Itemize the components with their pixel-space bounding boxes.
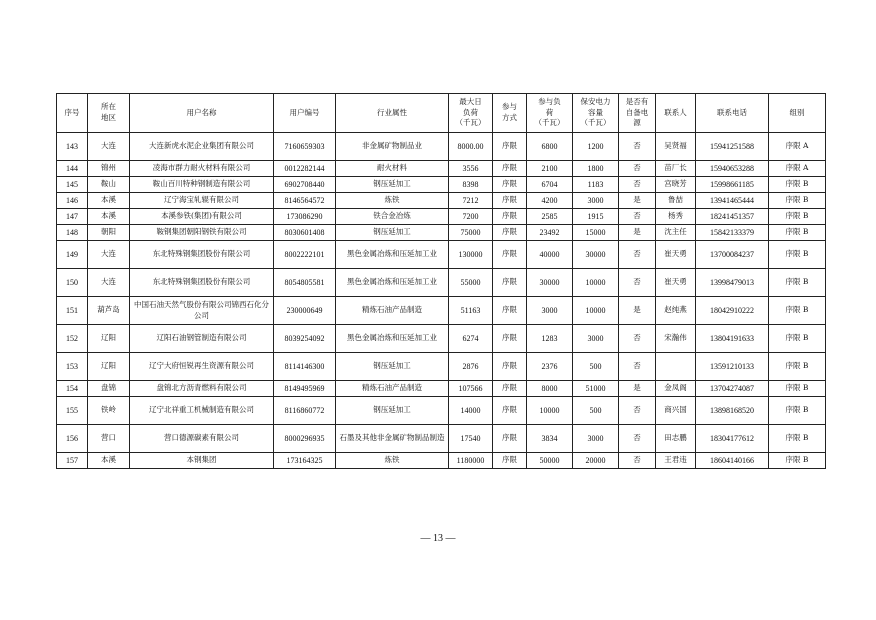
cell-phone: 15998661185: [696, 177, 769, 193]
cell-group: 序限 B: [769, 177, 826, 193]
cell-group: 序限 B: [769, 269, 826, 297]
cell-name: 鞍钢集团朝阳钢铁有限公司: [130, 225, 274, 241]
cell-area: 大连: [88, 133, 130, 161]
cell-self-power: 否: [619, 177, 656, 193]
cell-group: 序限 B: [769, 453, 826, 469]
cell-area: 大连: [88, 269, 130, 297]
header-security-line: 保安电力: [580, 96, 611, 106]
cell-self-power: 是: [619, 225, 656, 241]
cell-self-power: 否: [619, 425, 656, 453]
cell-name: 本溪参铁(集团)有限公司: [130, 209, 274, 225]
cell-mode: 序限: [493, 209, 527, 225]
header-self-power-line: 是否有: [625, 96, 649, 106]
cell-security: 20000: [573, 453, 619, 469]
cell-part-load: 2100: [527, 161, 573, 177]
table-row: [57, 353, 826, 381]
cell-self-power: 否: [619, 209, 656, 225]
cell-name: 东北特殊钢集团股份有限公司: [130, 241, 274, 269]
cell-id: 6902708440: [274, 177, 336, 193]
cell-contact: 王君违: [656, 453, 696, 469]
cell-industry: 耐火材料: [336, 161, 449, 177]
table-row: [57, 209, 826, 225]
cell-self-power: 是: [619, 381, 656, 397]
page-number: — 13 —: [420, 533, 456, 544]
header-id: 用户编号: [274, 94, 336, 133]
cell-security: 1915: [573, 209, 619, 225]
cell-part-load: 30000: [527, 269, 573, 297]
cell-max-load: 17540: [449, 425, 493, 453]
cell-max-load: 7212: [449, 193, 493, 209]
cell-part-load: 3834: [527, 425, 573, 453]
cell-phone: 15940653288: [696, 161, 769, 177]
cell-group: 序限 B: [769, 397, 826, 425]
cell-part-load: 3000: [527, 297, 573, 325]
cell-area: 大连: [88, 241, 130, 269]
cell-max-load: 8398: [449, 177, 493, 193]
cell-contact: 金凤阁: [656, 381, 696, 397]
cell-max-load: 130000: [449, 241, 493, 269]
table-row: [57, 325, 826, 353]
cell-contact: 苗厂长: [656, 161, 696, 177]
cell-id: 230000649: [274, 297, 336, 325]
header-security-line: （千瓦）: [580, 118, 611, 128]
cell-no: 148: [57, 225, 88, 241]
cell-security: 1800: [573, 161, 619, 177]
cell-max-load: 6274: [449, 325, 493, 353]
cell-industry: 精炼石油产品制造: [336, 381, 449, 397]
header-part-load-line: 参与负: [538, 96, 561, 106]
cell-part-load: 50000: [527, 453, 573, 469]
table-row: [57, 177, 826, 193]
header-area: [88, 94, 130, 133]
cell-no: 154: [57, 381, 88, 397]
header-max-load: [449, 94, 493, 133]
cell-contact: 崔天勇: [656, 241, 696, 269]
cell-mode: 序限: [493, 381, 527, 397]
table-row: [57, 225, 826, 241]
cell-group: 序限 B: [769, 381, 826, 397]
cell-mode: 序限: [493, 193, 527, 209]
cell-group: 序限 A: [769, 133, 826, 161]
cell-self-power: 否: [619, 353, 656, 381]
table-row: [57, 161, 826, 177]
table-row: [57, 297, 826, 325]
cell-self-power: 否: [619, 397, 656, 425]
cell-phone: 18304177612: [696, 425, 769, 453]
cell-mode: 序限: [493, 353, 527, 381]
cell-id: 7160659303: [274, 133, 336, 161]
cell-id: 173086290: [274, 209, 336, 225]
cell-phone: 13941465444: [696, 193, 769, 209]
cell-group: 序限 B: [769, 325, 826, 353]
header-industry: 行业属性: [336, 94, 449, 133]
header-security: [573, 94, 619, 133]
cell-area: 葫芦岛: [88, 297, 130, 325]
table-row: [57, 381, 826, 397]
cell-industry: 精炼石油产品制造: [336, 297, 449, 325]
cell-name: 凌海市群力耐火材料有限公司: [130, 161, 274, 177]
cell-id: 8054805581: [274, 269, 336, 297]
cell-self-power: 否: [619, 161, 656, 177]
table-header: [57, 94, 826, 133]
cell-id: 8002222101: [274, 241, 336, 269]
cell-part-load: 40000: [527, 241, 573, 269]
cell-contact: 田志鹏: [656, 425, 696, 453]
cell-id: 0012282144: [274, 161, 336, 177]
cell-industry: 黑色金属冶炼和压延加工业: [336, 325, 449, 353]
cell-industry: 黑色金属冶炼和压延加工业: [336, 241, 449, 269]
cell-industry: 钢压延加工: [336, 177, 449, 193]
table-body: [57, 133, 826, 469]
cell-mode: 序限: [493, 177, 527, 193]
cell-contact: 吴贤福: [656, 133, 696, 161]
cell-group: 序限 B: [769, 193, 826, 209]
cell-area: 辽阳: [88, 325, 130, 353]
cell-name: 辽宁大府恒锐再生资源有限公司: [130, 353, 274, 381]
cell-contact: 沈主任: [656, 225, 696, 241]
header-self-power: [619, 94, 656, 133]
cell-security: 51000: [573, 381, 619, 397]
cell-industry: 炼铁: [336, 193, 449, 209]
cell-max-load: 1180000: [449, 453, 493, 469]
cell-contact: 宋瀚伟: [656, 325, 696, 353]
table-row: [57, 425, 826, 453]
cell-contact: 杨秀: [656, 209, 696, 225]
cell-part-load: 8000: [527, 381, 573, 397]
header-security-line: 容量: [588, 107, 603, 117]
cell-max-load: 107566: [449, 381, 493, 397]
cell-area: 营口: [88, 425, 130, 453]
cell-group: 序限 B: [769, 297, 826, 325]
cell-self-power: 否: [619, 453, 656, 469]
cell-security: 15000: [573, 225, 619, 241]
cell-phone: 15941251588: [696, 133, 769, 161]
header-mode-line: 方式: [502, 113, 517, 122]
cell-part-load: 23492: [527, 225, 573, 241]
cell-id: 8149495969: [274, 381, 336, 397]
cell-industry: 钢压延加工: [336, 397, 449, 425]
cell-max-load: 3556: [449, 161, 493, 177]
cell-contact: 赵纯燕: [656, 297, 696, 325]
cell-no: 153: [57, 353, 88, 381]
cell-name: 东北特殊钢集团股份有限公司: [130, 269, 274, 297]
load-table: [56, 93, 826, 469]
header-contact: 联系人: [656, 94, 696, 133]
cell-name: 中国石油天然气股份有限公司锦西石化分公司: [130, 297, 274, 325]
cell-mode: 序限: [493, 453, 527, 469]
header-max-load-line: 最大日: [459, 96, 482, 106]
cell-no: 151: [57, 297, 88, 325]
cell-id: 8146564572: [274, 193, 336, 209]
cell-phone: 15842133379: [696, 225, 769, 241]
cell-part-load: 10000: [527, 397, 573, 425]
table-row: [57, 453, 826, 469]
cell-mode: 序限: [493, 225, 527, 241]
cell-area: 本溪: [88, 209, 130, 225]
cell-part-load: 2376: [527, 353, 573, 381]
cell-area: 鞍山: [88, 177, 130, 193]
cell-area: 盘锦: [88, 381, 130, 397]
cell-id: 8039254092: [274, 325, 336, 353]
cell-security: 3000: [573, 425, 619, 453]
table-row: [57, 241, 826, 269]
cell-self-power: 否: [619, 325, 656, 353]
header-no: 序号: [57, 94, 88, 133]
cell-group: 序限 A: [769, 161, 826, 177]
cell-name: 盘锦北方沥青燃料有限公司: [130, 381, 274, 397]
cell-max-load: 7200: [449, 209, 493, 225]
cell-area: 锦州: [88, 161, 130, 177]
cell-self-power: 否: [619, 133, 656, 161]
cell-no: 157: [57, 453, 88, 469]
cell-group: 序限 B: [769, 241, 826, 269]
table-row: [57, 397, 826, 425]
header-mode: [493, 94, 527, 133]
cell-no: 147: [57, 209, 88, 225]
cell-name: 营口德源碳素有限公司: [130, 425, 274, 453]
header-self-power-line: 自备电: [625, 107, 649, 117]
cell-contact: [656, 353, 696, 381]
cell-contact: 宫晓芳: [656, 177, 696, 193]
cell-group: 序限 B: [769, 209, 826, 225]
cell-mode: 序限: [493, 325, 527, 353]
cell-max-load: 2876: [449, 353, 493, 381]
cell-self-power: 是: [619, 297, 656, 325]
cell-phone: 13700084237: [696, 241, 769, 269]
cell-contact: 崔天勇: [656, 269, 696, 297]
cell-security: 3000: [573, 193, 619, 209]
cell-industry: 钢压延加工: [336, 353, 449, 381]
header-area-line: 地区: [101, 113, 116, 122]
cell-phone: 13704274087: [696, 381, 769, 397]
cell-no: 155: [57, 397, 88, 425]
cell-no: 146: [57, 193, 88, 209]
cell-self-power: 是: [619, 193, 656, 209]
cell-security: 3000: [573, 325, 619, 353]
cell-industry: 黑色金属冶炼和压延加工业: [336, 269, 449, 297]
cell-mode: 序限: [493, 269, 527, 297]
cell-mode: 序限: [493, 425, 527, 453]
cell-security: 1200: [573, 133, 619, 161]
cell-part-load: 1283: [527, 325, 573, 353]
header-part-load-line: （千瓦）: [534, 118, 565, 128]
cell-max-load: 8000.00: [449, 133, 493, 161]
cell-no: 152: [57, 325, 88, 353]
header-area-line: 所在: [101, 102, 116, 112]
cell-no: 144: [57, 161, 88, 177]
cell-security: 10000: [573, 269, 619, 297]
cell-group: 序限 B: [769, 425, 826, 453]
cell-area: 辽阳: [88, 353, 130, 381]
cell-security: 10000: [573, 297, 619, 325]
cell-group: 序限 B: [769, 225, 826, 241]
cell-industry: 石墨及其他非金属矿物制品制造: [336, 425, 449, 453]
cell-mode: 序限: [493, 241, 527, 269]
cell-industry: 钢压延加工: [336, 225, 449, 241]
cell-area: 本溪: [88, 193, 130, 209]
cell-no: 156: [57, 425, 88, 453]
cell-part-load: 4200: [527, 193, 573, 209]
cell-area: 本溪: [88, 453, 130, 469]
cell-phone: 13898168520: [696, 397, 769, 425]
cell-area: 朝阳: [88, 225, 130, 241]
cell-part-load: 2585: [527, 209, 573, 225]
cell-contact: 商兴国: [656, 397, 696, 425]
cell-industry: 炼铁: [336, 453, 449, 469]
table-row: [57, 193, 826, 209]
cell-name: 本钢集团: [130, 453, 274, 469]
cell-name: 辽宁海宝轧辊有限公司: [130, 193, 274, 209]
cell-name: 大连新虎水泥企业集团有限公司: [130, 133, 274, 161]
cell-industry: 非金属矿物制品业: [336, 133, 449, 161]
cell-part-load: 6704: [527, 177, 573, 193]
cell-security: 1183: [573, 177, 619, 193]
cell-security: 500: [573, 353, 619, 381]
cell-id: 8030601408: [274, 225, 336, 241]
cell-self-power: 否: [619, 269, 656, 297]
cell-max-load: 14000: [449, 397, 493, 425]
header-group: 组别: [769, 94, 826, 133]
cell-industry: 铁合金冶炼: [336, 209, 449, 225]
cell-id: 8000296935: [274, 425, 336, 453]
cell-group: 序限 B: [769, 353, 826, 381]
cell-id: 8116860772: [274, 397, 336, 425]
cell-phone: 18241451357: [696, 209, 769, 225]
cell-max-load: 75000: [449, 225, 493, 241]
cell-mode: 序限: [493, 297, 527, 325]
cell-no: 145: [57, 177, 88, 193]
cell-no: 143: [57, 133, 88, 161]
cell-no: 150: [57, 269, 88, 297]
cell-phone: 13591210133: [696, 353, 769, 381]
cell-phone: 18042910222: [696, 297, 769, 325]
header-phone: 联系电话: [696, 94, 769, 133]
cell-name: 辽宁北祥重工机械制造有限公司: [130, 397, 274, 425]
header-name: 用户名称: [130, 94, 274, 133]
cell-security: 30000: [573, 241, 619, 269]
cell-area: 铁岭: [88, 397, 130, 425]
cell-contact: 鲁喆: [656, 193, 696, 209]
header-mode-line: 参与: [502, 102, 517, 112]
cell-part-load: 6800: [527, 133, 573, 161]
cell-max-load: 51163: [449, 297, 493, 325]
cell-no: 149: [57, 241, 88, 269]
header-part-load: [527, 94, 573, 133]
cell-phone: 13804191633: [696, 325, 769, 353]
cell-id: 8114146300: [274, 353, 336, 381]
cell-id: 173164325: [274, 453, 336, 469]
cell-max-load: 55000: [449, 269, 493, 297]
cell-phone: 13998479013: [696, 269, 769, 297]
header-part-load-line: 荷: [545, 107, 554, 117]
cell-self-power: 否: [619, 241, 656, 269]
table-row: [57, 269, 826, 297]
cell-mode: 序限: [493, 161, 527, 177]
header-max-load-line: （千瓦）: [455, 118, 486, 128]
cell-security: 500: [573, 397, 619, 425]
header-max-load-line: 负荷: [463, 107, 478, 117]
table-row: [57, 133, 826, 161]
header-self-power-line: 源: [633, 118, 641, 128]
cell-name: 鞍山百川特种钢制造有限公司: [130, 177, 274, 193]
cell-name: 辽阳石油钢管制造有限公司: [130, 325, 274, 353]
cell-phone: 18604140166: [696, 453, 769, 469]
cell-mode: 序限: [493, 133, 527, 161]
cell-mode: 序限: [493, 397, 527, 425]
